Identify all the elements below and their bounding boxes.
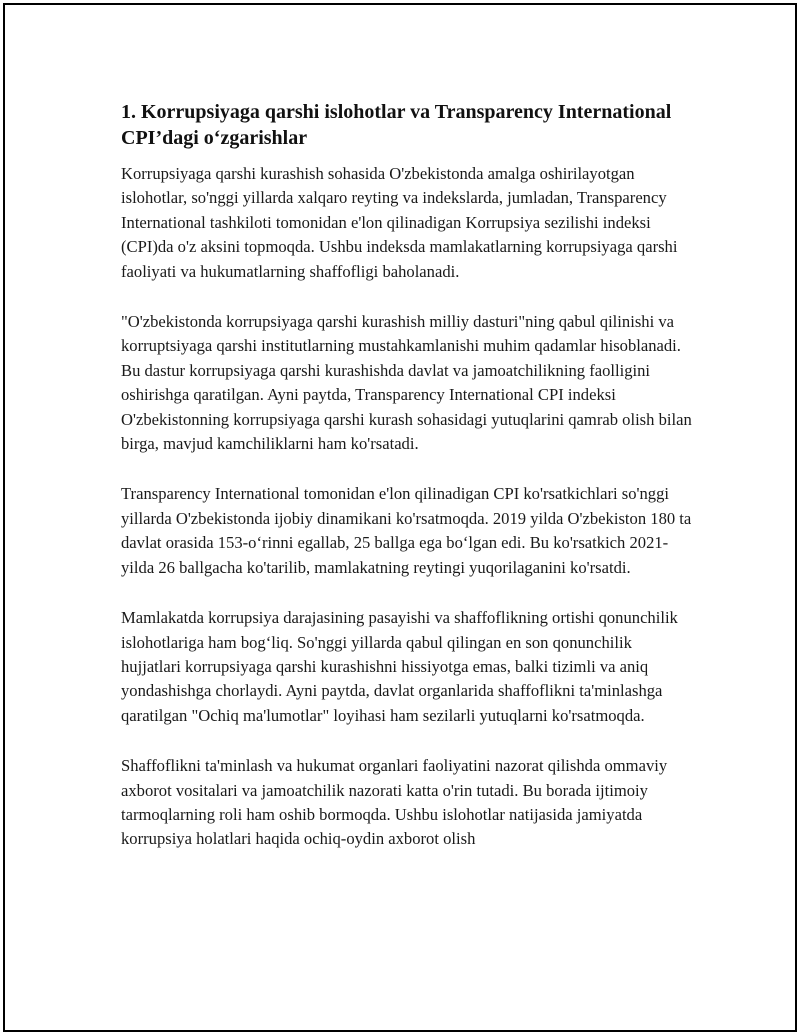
paragraph-4: Mamlakatda korrupsiya darajasining pasayishi va shaffoflikning ortishi qonunchilik islohotlariga ham bog‘liq. So'nggi yillarda qabul qilingan en son qonunchilik hujjatlari korrupsiyaga qarshi kurashishni hissiyotga emas, balki tizimli va aniq yondashishga chorlaydi. Ayni paytda, davlat organlarida shaffoflikni ta'minlashga qaratilgan "Ochiq ma'lumotlar" loyihasi ham sezilarli yutuqlarni ko'rsatmoqda. — [121, 608, 678, 725]
paragraph-3: Transparency International tomonidan e'lon qilinadigan CPI ko'rsatkichlari so'nggi yillarda O'zbekistonda ijobiy dinamikani ko'rsatmoqda. 2019 yilda O'zbekiston 180 ta davlat orasida 153-o‘rinni egallab, 25 ballga ega bo‘lgan edi. Bu ko'rsatkich 2021-yilda 26 ballgacha ko'tarilib, mamlakatning reytingi yuqorilaganini ko'rsatdi. — [121, 484, 692, 577]
document-content — [121, 99, 695, 878]
document-page — [3, 3, 797, 1032]
paragraph-1: Korrupsiyaga qarshi kurashish sohasida O'zbekistonda amalga oshirilayotgan islohotlar, so'nggi yillarda xalqaro reyting va indekslarda, jumladan, Transparency International tashkiloti tomonidan e'lon qilinadigan Korrupsiya sezilishi indeksi (CPI)da o'z aksini topmoqda. Ushbu indeksda mamlakatlarning korrupsiyaga qarshi faoliyati va hukumatlarning shaffofligi baholanadi. — [121, 164, 678, 281]
section-heading: 1. Korrupsiyaga qarshi islohotlar va Transparency International CPI’dagi o‘zgarishlar — [121, 101, 672, 149]
paragraph-2: "O'zbekistonda korrupsiyaga qarshi kurashish milliy dasturi"ning qabul qilinishi va korruptsiyaga qarshi institutlarning mustahkamlanishi muhim qadamlar hisoblanadi. Bu dastur korrupsiyaga qarshi kurashishda davlat va jamoatchilikning faolligini oshirishga qaratilgan. Ayni paytda, Transparency International CPI indeksi O'zbekistonning korrupsiyaga qarshi kurash sohasidagi yutuqlarini qamrab olish bilan birga, mavjud kamchiliklarni ham ko'rsatadi. — [121, 312, 692, 454]
paragraph-5: Shaffoflikni ta'minlash va hukumat organlari faoliyatini nazorat qilishda ommaviy axborot vositalari va jamoatchilik nazorati katta o'rin tutadi. Bu borada ijtimoiy tarmoqlarning roli ham oshib bormoqda. Ushbu islohotlar natijasida jamiyatda korrupsiya holatlari haqida ochiq-oydin axborot olish — [121, 756, 668, 849]
